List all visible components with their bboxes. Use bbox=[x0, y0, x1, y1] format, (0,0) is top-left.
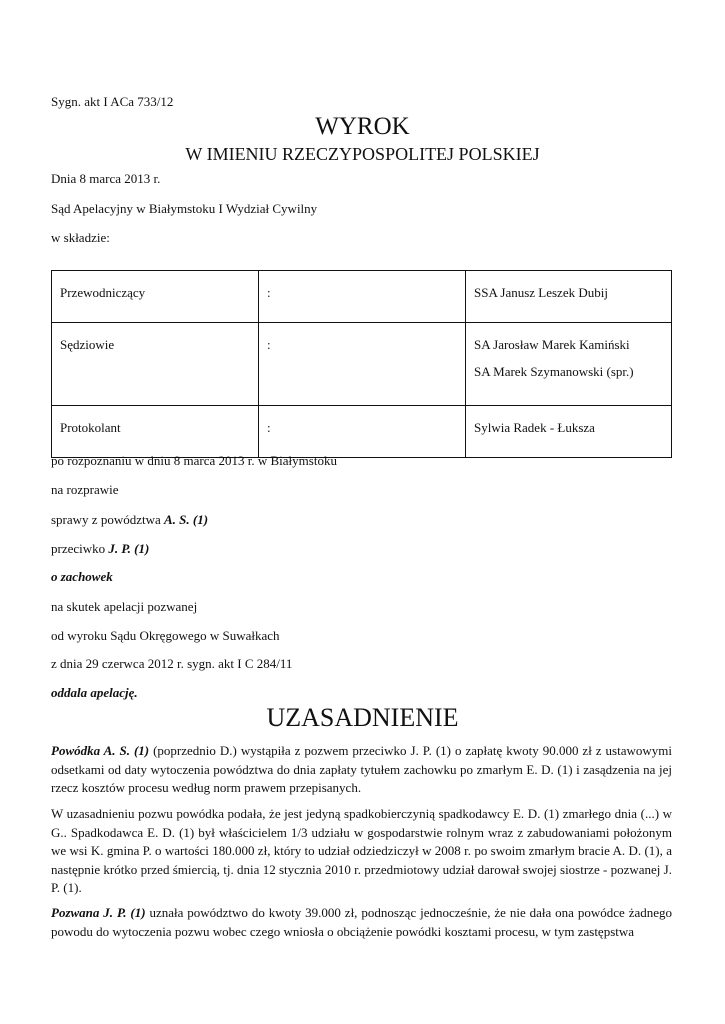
plaintiff-party: A. S. (1) bbox=[164, 512, 209, 527]
proceedings-line: na rozprawie bbox=[51, 482, 119, 497]
names-cell bbox=[466, 271, 672, 323]
defendant-party: J. P. (1) bbox=[108, 541, 150, 556]
composition-label: w składzie: bbox=[51, 230, 110, 245]
plaintiff-line bbox=[51, 512, 208, 528]
court-name: Sąd Apelacyjny w Białymstoku I Wydział Cywilny bbox=[51, 201, 318, 216]
judge-name: SA Jarosław Marek Kamiński bbox=[474, 337, 630, 352]
table-row bbox=[52, 271, 672, 323]
proceedings-line: na skutek apelacji pozwanej bbox=[51, 599, 198, 614]
role-cell: Sędziowie bbox=[52, 323, 259, 406]
clerk-name: Sylwia Radek - Łuksza bbox=[474, 420, 595, 435]
defendant-prefix: przeciwko bbox=[51, 541, 109, 556]
plaintiff-prefix: sprawy z powództwa bbox=[51, 512, 164, 527]
justification-heading: UZASADNIENIE bbox=[266, 703, 459, 732]
paragraph-lead: Pozwana J. P. (1) bbox=[51, 905, 146, 920]
verdict: oddala apelację. bbox=[51, 685, 138, 700]
judgment-date: Dnia 8 marca 2013 r. bbox=[51, 171, 161, 186]
justification-paragraph bbox=[51, 805, 672, 898]
judgment-title: WYROK bbox=[315, 113, 410, 140]
proceedings-line: od wyroku Sądu Okręgowego w Suwałkach bbox=[51, 628, 280, 643]
judge-name: SA Marek Szymanowski (spr.) bbox=[474, 364, 634, 379]
table-row bbox=[52, 323, 672, 406]
proceedings-line: po rozpoznaniu w dniu 8 marca 2013 r. w Białymstoku bbox=[51, 453, 337, 468]
proceedings-line: z dnia 29 czerwca 2012 r. sygn. akt I C 284/11 bbox=[51, 656, 293, 671]
case-subject: o zachowek bbox=[51, 569, 113, 584]
separator-cell: : bbox=[259, 406, 466, 458]
case-number: Sygn. akt I ACa 733/12 bbox=[51, 94, 174, 109]
defendant-line bbox=[51, 541, 149, 557]
justification-paragraph bbox=[51, 742, 672, 798]
names-cell bbox=[466, 323, 672, 406]
paragraph-text: uznała powództwo do kwoty 39.000 zł, podnosząc jednocześnie, że nie dała ona powódce żadnego powodu do wytoczenia pozwu wobec czego wniosła o obciążenie powódki kosztami procesu, w tym zastępstwa bbox=[51, 905, 673, 939]
role-cell: Przewodniczący bbox=[52, 271, 259, 323]
paragraph-text: (poprzednio D.) wystąpiła z pozwem przeciwko J. P. (1) o zapłatę kwoty 90.000 zł z ustawowymi odsetkami od daty wytoczenia powództwa do dnia zapłaty tytułem zachowku po zmarłym E. D. (1) i zasądzenia na jej rzecz kosztów procesu według norm prawem przepisanych. bbox=[51, 743, 672, 795]
judgment-subtitle: W IMIENIU RZECZYPOSPOLITEJ POLSKIEJ bbox=[185, 144, 540, 164]
judge-name: SSA Janusz Leszek Dubij bbox=[474, 285, 608, 300]
separator-cell: : bbox=[259, 323, 466, 406]
paragraph-text: W uzasadnieniu pozwu powódka podała, że jest jedyną spadkobierczynią spadkodawcy E. D. (1) zmarłego dnia (...) w G.. Spadkodawca E. D. (1) był właścicielem 1/3 udziału w gospodarstwie rolnym wraz z zabudowaniami położonym we wsi K. gmina P. o wartości 180.000 zł, który to udział odziedziczył w 2008 r. po swoim zmarłym bracie A. D. (1), a następnie krótko przed śmiercią, tj. dnia 12 stycznia 2010 r. przedmiotowy udział darował swojej siostrze - pozwanej J. P. (1). bbox=[51, 806, 672, 895]
court-composition-table bbox=[51, 270, 672, 458]
names-cell bbox=[466, 406, 672, 458]
role-cell: Protokolant bbox=[52, 406, 259, 458]
separator-cell: : bbox=[259, 271, 466, 323]
justification-paragraph bbox=[51, 904, 672, 941]
paragraph-lead: Powódka A. S. (1) bbox=[51, 743, 150, 758]
table-row bbox=[52, 406, 672, 458]
